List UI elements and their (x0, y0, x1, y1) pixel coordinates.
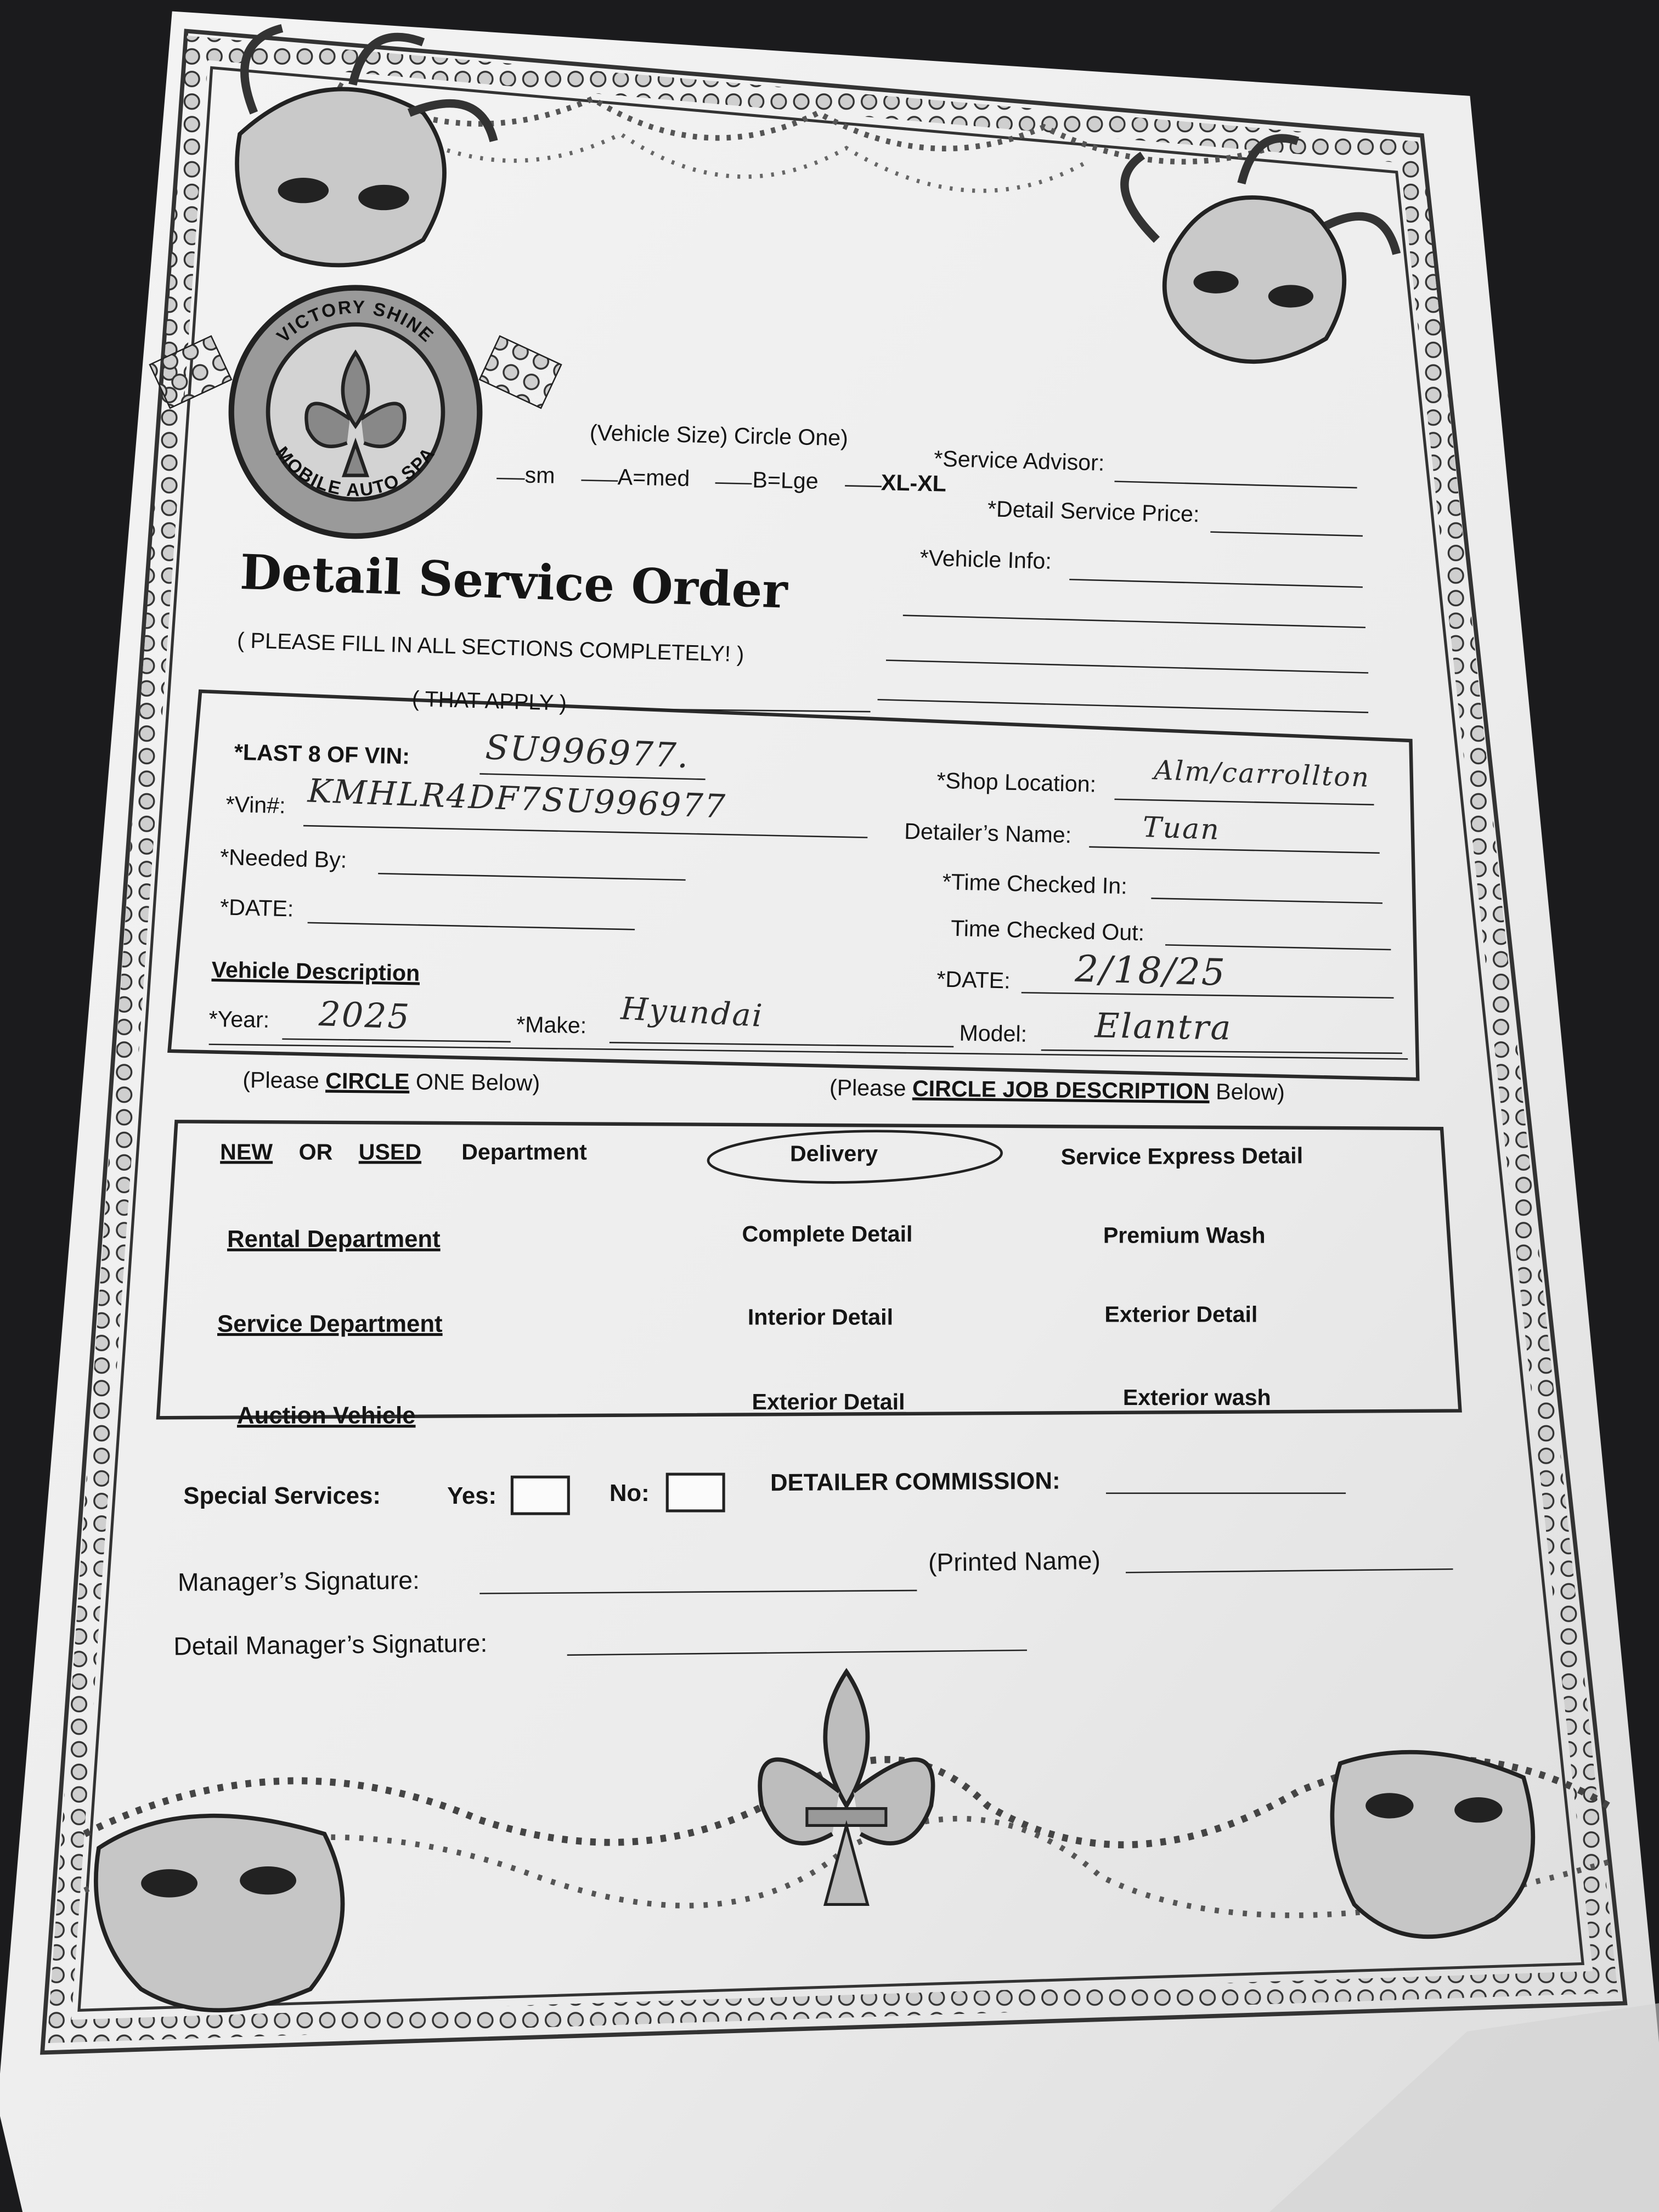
vehicle-size-options (496, 465, 946, 497)
vehicle-info-field[interactable] (1069, 579, 1363, 588)
instruction-left (242, 1070, 540, 1096)
special-services-no-checkbox[interactable] (666, 1473, 725, 1513)
svg-text:VICTORY SHINE (273, 297, 438, 347)
job-exterior-detail-2[interactable]: Exterior Detail (1104, 1303, 1258, 1328)
form-instruction: ( PLEASE FILL IN ALL SECTIONS COMPLETELY! ) (236, 629, 744, 668)
time-checked-in-field[interactable] (1151, 898, 1383, 904)
date-left-field[interactable] (308, 922, 635, 930)
that-apply-text: ( THAT APPLY ) (411, 687, 567, 716)
size-option-sm[interactable]: sm (524, 464, 555, 489)
make-label: *Make: (516, 1013, 587, 1039)
instruction-left-emph: CIRCLE (325, 1070, 410, 1095)
year-value[interactable]: 2025 (318, 994, 411, 1037)
model-label: Model: (959, 1022, 1028, 1048)
printed-name-field[interactable] (1126, 1568, 1453, 1573)
dept-or: OR (298, 1141, 333, 1165)
time-checked-out-label: Time Checked Out: (950, 917, 1145, 946)
dept-service[interactable]: Service Department (217, 1310, 443, 1338)
dept-rental[interactable]: Rental Department (227, 1226, 441, 1253)
service-advisor-label: *Service Advisor: (933, 448, 1105, 477)
shop-location-line (1114, 799, 1374, 805)
job-complete-detail[interactable]: Complete Detail (742, 1223, 913, 1248)
job-exterior-wash[interactable]: Exterior wash (1122, 1386, 1271, 1411)
dept-new[interactable]: NEW (220, 1141, 273, 1165)
instruction-left-post: ONE Below) (409, 1071, 540, 1097)
vehicle-info-line-2[interactable] (903, 614, 1365, 628)
printed-name-label: (Printed Name) (928, 1546, 1101, 1577)
detail-manager-signature-label: Detail Manager’s Signature: (173, 1629, 488, 1661)
vehicle-info-label: *Vehicle Info: (919, 547, 1052, 575)
time-checked-in-label: *Time Checked In: (942, 871, 1128, 900)
logo-top-text: VICTORY SHINE (273, 297, 438, 347)
detail-manager-signature-field[interactable] (567, 1650, 1027, 1656)
model-line (1041, 1049, 1402, 1054)
dept-department: Department (461, 1141, 587, 1165)
vehicle-info-line-3[interactable] (886, 659, 1368, 674)
instruction-right-emph: CIRCLE JOB DESCRIPTION (912, 1077, 1210, 1105)
vehicle-description-heading: Vehicle Description (211, 958, 420, 987)
size-option-lge[interactable]: B=Lge (752, 469, 819, 495)
year-line (282, 1039, 511, 1043)
make-value[interactable]: Hyundai (619, 992, 765, 1035)
needed-by-field[interactable] (378, 873, 685, 881)
model-value[interactable]: Elantra (1094, 1006, 1233, 1048)
instruction-left-pre: (Please (242, 1069, 326, 1094)
dept-auction[interactable]: Auction Vehicle (236, 1402, 416, 1429)
detailers-name-line (1089, 846, 1380, 854)
last8-vin-label: *LAST 8 OF VIN: (234, 741, 410, 770)
last8-vin-value[interactable]: SU996977. (484, 727, 691, 776)
logo-lettering (232, 288, 480, 537)
date-right-value[interactable]: 2/18/25 (1074, 949, 1227, 995)
job-exterior-detail-1[interactable]: Exterior Detail (752, 1391, 905, 1415)
special-services-yes-label: Yes: (447, 1482, 497, 1510)
vin-value[interactable]: KMHLR4DF7SU996977 (307, 773, 727, 827)
detail-service-price-label: *Detail Service Price: (987, 498, 1200, 528)
instruction-right-post: Below) (1209, 1081, 1285, 1106)
shop-location-value[interactable]: Alm/carrollton (1153, 755, 1371, 794)
manager-signature-field[interactable] (479, 1590, 917, 1594)
size-option-med[interactable]: A=med (617, 466, 690, 492)
department-row-1 (220, 1143, 587, 1165)
size-option-xl[interactable]: XL-XL (881, 471, 947, 497)
make-line (610, 1042, 953, 1047)
detailers-name-value[interactable]: Tuan (1142, 810, 1221, 847)
vehicle-size-heading: (Vehicle Size) Circle One) (589, 422, 849, 452)
time-checked-out-field[interactable] (1165, 944, 1391, 950)
special-services-yes-checkbox[interactable] (511, 1476, 570, 1515)
manager-signature-label: Manager’s Signature: (177, 1566, 420, 1597)
year-label: *Year: (208, 1008, 270, 1034)
detailer-commission-field[interactable] (1106, 1493, 1346, 1494)
job-delivery[interactable]: Delivery (789, 1142, 878, 1167)
dept-used[interactable]: USED (358, 1141, 422, 1165)
that-apply-line (610, 708, 871, 713)
detailer-commission-label: DETAILER COMMISSION: (770, 1467, 1060, 1497)
special-services-label: Special Services: (183, 1482, 381, 1510)
job-interior-detail[interactable]: Interior Detail (747, 1306, 894, 1330)
detailers-name-label: Detailer’s Name: (904, 820, 1072, 849)
job-service-express-detail[interactable]: Service Express Detail (1060, 1144, 1304, 1170)
detail-service-price-field[interactable] (1210, 531, 1363, 537)
logo-bottom-text: MOBILE AUTO SPA (271, 443, 440, 501)
special-services-no-label: No: (609, 1480, 650, 1507)
svg-text:MOBILE AUTO SPA (272, 443, 439, 501)
vin-label: *Vin#: (225, 793, 286, 819)
job-premium-wash[interactable]: Premium Wash (1103, 1224, 1266, 1249)
service-advisor-field[interactable] (1114, 481, 1357, 488)
shop-location-label: *Shop Location: (936, 770, 1097, 798)
needed-by-label: *Needed By: (219, 846, 347, 873)
vehicle-info-line-4[interactable] (878, 699, 1369, 713)
date-right-label: *DATE: (936, 968, 1011, 994)
form-title: Detail Service Order (239, 545, 789, 620)
instruction-right (830, 1078, 1285, 1105)
date-left-label: *DATE: (219, 896, 294, 922)
vin-line (303, 825, 867, 838)
instruction-right-pre: (Please (829, 1076, 913, 1102)
